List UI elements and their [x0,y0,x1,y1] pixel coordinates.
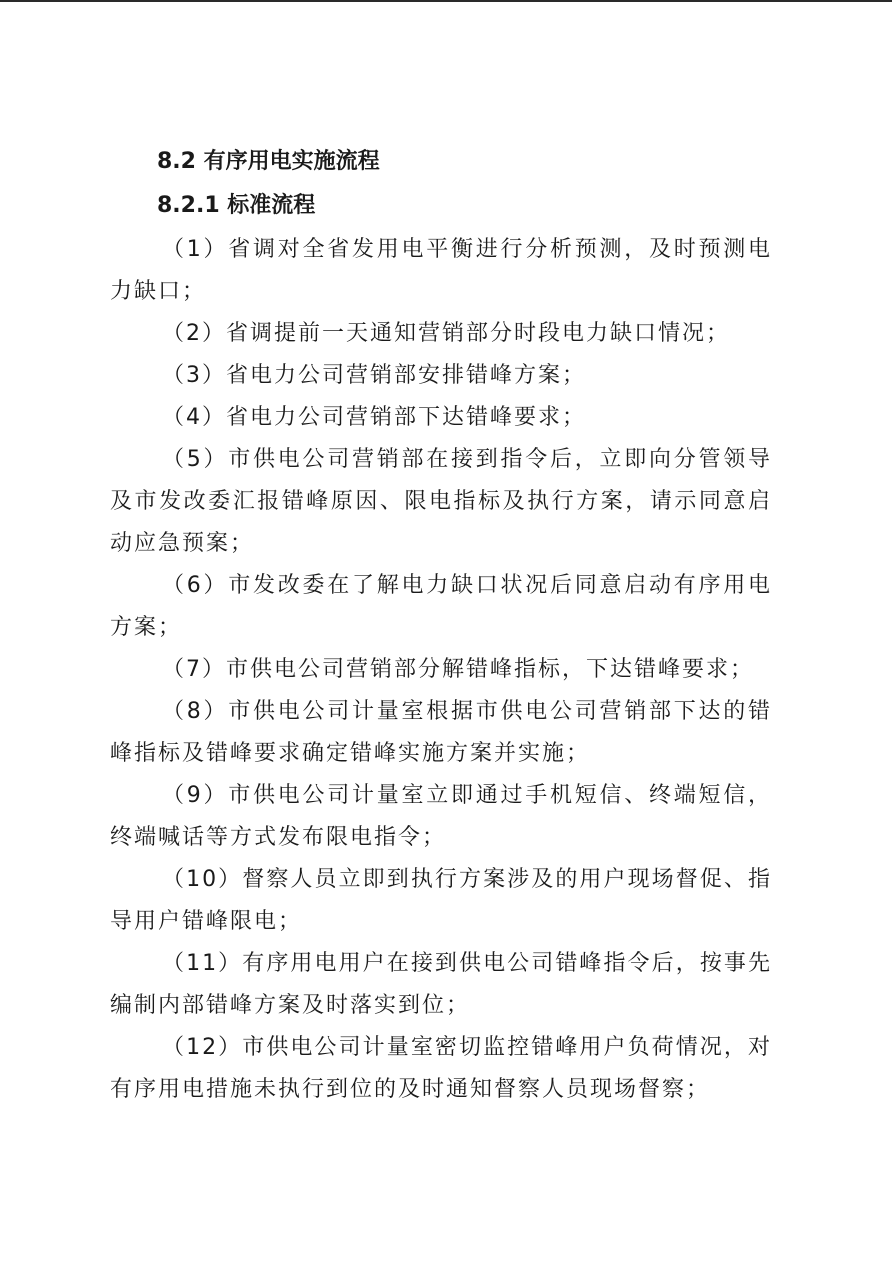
paragraph-step-3: （3）省电力公司营销部安排错峰方案； [162,363,586,388]
document-page [110,141,772,1111]
paragraph-step-12: （12）市供电公司计量室密切监控错峰用户负荷情况，对有序用电措施未执行到位的及时通知督察人员现场督察； [110,1035,772,1102]
paragraph-step-11: （11）有序用电用户在接到供电公司错峰指令后，按事先编制内部错峰方案及时落实到位； [110,951,772,1018]
top-border-line [0,0,892,2]
paragraph-step-7: （7）市供电公司营销部分解错峰指标，下达错峰要求； [162,657,754,682]
paragraph-step-2: （2）省调提前一天通知营销部分时段电力缺口情况； [162,321,730,346]
paragraph-step-6: （6）市发改委在了解电力缺口状况后同意启动有序用电方案； [110,573,772,640]
paragraph-step-8: （8）市供电公司计量室根据市供电公司营销部下达的错峰指标及错峰要求确定错峰实施方案并实施； [110,699,772,766]
paragraph-step-4: （4）省电力公司营销部下达错峰要求； [162,405,586,430]
paragraph-step-9: （9）市供电公司计量室立即通过手机短信、终端短信，终端喊话等方式发布限电指令； [110,783,772,850]
subsection-heading: 8.2.1 标准流程 [157,193,316,218]
paragraph-step-10: （10）督察人员立即到执行方案涉及的用户现场督促、指导用户错峰限电； [110,867,772,934]
paragraph-step-1: （1）省调对全省发用电平衡进行分析预测，及时预测电力缺口； [110,237,772,304]
paragraph-step-5: （5）市供电公司营销部在接到指令后，立即向分管领导及市发改委汇报错峰原因、限电指标及执行方案，请示同意启动应急预案； [110,447,772,556]
section-heading: 8.2 有序用电实施流程 [157,149,380,174]
